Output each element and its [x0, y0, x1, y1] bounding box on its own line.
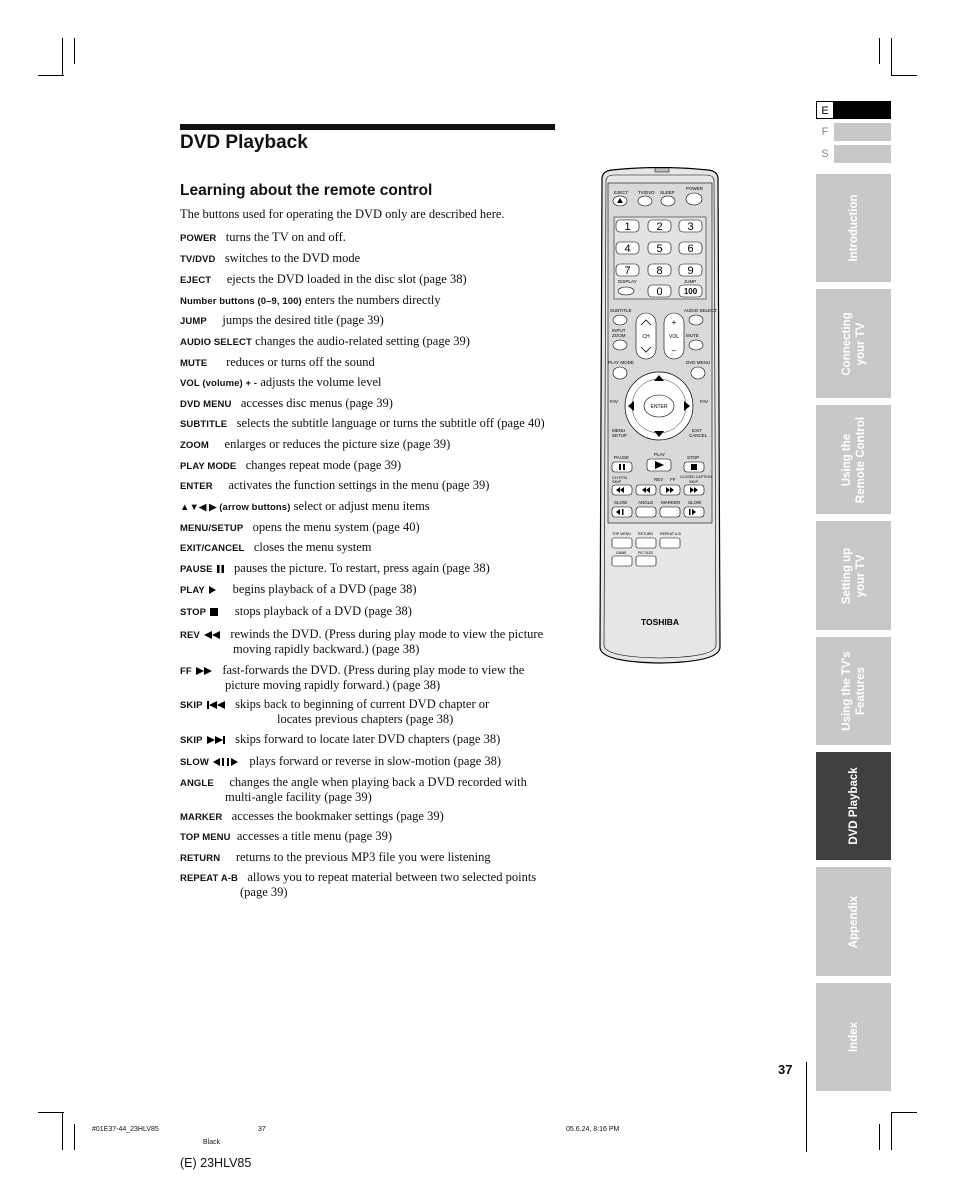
- remote-label: FAV: [610, 399, 619, 404]
- entry-term: VOL (volume) + -: [180, 378, 258, 389]
- digit-label: 0: [656, 286, 663, 298]
- entry-desc: closes the menu system: [253, 540, 372, 554]
- pause-icon: [216, 564, 225, 574]
- remote-label: RETURN: [638, 532, 653, 536]
- entry-ff: [180, 664, 560, 692]
- tab-label: Setting up: [840, 547, 853, 604]
- entry-desc: skips back to beginning of current DVD chapter or: [235, 697, 490, 711]
- entry-term: STOP: [180, 607, 207, 618]
- tab-label: Introduction: [847, 194, 860, 262]
- entry-play: [180, 583, 560, 598]
- fast-forward-icon: [195, 666, 213, 676]
- entry-term: RETURN: [180, 853, 221, 864]
- tab-appendix[interactable]: [816, 867, 891, 976]
- entry-desc: fast-forwards the DVD. (Press during play mode to view the: [222, 663, 525, 677]
- entry-top-menu: [180, 830, 560, 845]
- entry-desc-cont: multi-angle facility (page 39): [225, 789, 372, 804]
- tvdvd-button: [638, 196, 652, 206]
- remote-label: PLAY: [654, 452, 666, 457]
- rewind-icon: [203, 630, 221, 640]
- digit-label: 6: [687, 243, 694, 255]
- digit-label: 2: [656, 221, 663, 233]
- entry-desc: accesses disc menus (page 39): [240, 396, 393, 410]
- crop-mark: [38, 75, 64, 76]
- entry-term: ANGLE: [180, 778, 214, 789]
- entry-desc: selects the subtitle language or turns the subtitle off (page 40): [236, 416, 545, 430]
- entry-term: REPEAT A-B: [180, 873, 238, 884]
- crop-mark: [879, 1124, 880, 1150]
- remote-label: PAUSE: [614, 455, 629, 460]
- language-letter: E: [816, 101, 834, 119]
- entry-term: Number buttons (0–9, 100): [180, 296, 302, 307]
- entry-menu-setup: [180, 521, 560, 536]
- skip-back-icon: [206, 700, 226, 710]
- entry-desc: skips forward to locate later DVD chapters (page 38): [235, 732, 501, 746]
- entry-angle: [180, 776, 560, 804]
- remote-label: FAV: [700, 399, 709, 404]
- slow-icon: [212, 757, 240, 767]
- remote-label: MARKER: [661, 500, 681, 505]
- entry-desc: pauses the picture. To restart, press again (page 38): [234, 561, 490, 575]
- remote-label: +: [671, 318, 677, 327]
- remote-label: STOP: [687, 455, 700, 460]
- tab-setting-up[interactable]: [816, 521, 891, 630]
- remote-label: REV: [654, 477, 664, 482]
- entry-stop: [180, 605, 560, 620]
- entry-play-mode: [180, 459, 560, 474]
- footer-page: 37: [258, 1126, 266, 1133]
- footer-file: #01E37-44_23HLV85: [92, 1126, 159, 1133]
- remote-label: EJECT: [614, 190, 629, 195]
- entry-term: DVD MENU: [180, 399, 232, 410]
- remote-label: SLOW: [688, 500, 702, 505]
- entry-slow: [180, 755, 560, 770]
- entry-eject: [180, 273, 560, 288]
- entry-desc: select or adjust menu items: [293, 499, 430, 513]
- entry-term: SKIP: [180, 735, 203, 746]
- digit-label: 7: [624, 265, 631, 277]
- remote-label: PIC SIZE: [638, 551, 653, 555]
- tab-label: Using the TV's: [840, 651, 853, 731]
- entry-term: AUDIO SELECT: [180, 337, 252, 348]
- entry-zoom: [180, 438, 560, 453]
- tab-label: Connecting: [840, 311, 853, 376]
- entry-term: TV/DVD: [180, 254, 216, 265]
- entry-desc: changes the angle when playing back a DVD recorded with: [229, 775, 527, 789]
- footer-model: (E) 23HLV85: [180, 1156, 252, 1170]
- entry-desc: stops playback of a DVD (page 38): [234, 604, 412, 618]
- entry-term: JUMP: [180, 316, 207, 327]
- intro-text: The buttons used for operating the DVD only are described here.: [180, 207, 505, 221]
- page-title: DVD Playback: [180, 132, 308, 153]
- entry-desc-cont: locates previous chapters (page 38): [277, 711, 454, 726]
- remote-label: CLOSED CAPTION: [680, 475, 712, 479]
- play-icon: [208, 585, 217, 595]
- entry-skip-forward: [180, 733, 560, 748]
- sleep-button: [661, 196, 675, 206]
- entry-enter: [180, 479, 560, 494]
- tab-label: your TV: [854, 554, 867, 597]
- title-rule: [180, 124, 555, 130]
- remote-label: SLEEP: [660, 190, 675, 195]
- section-title: Learning about the remote control: [180, 182, 433, 199]
- remote-label: TV/DVD: [638, 190, 655, 195]
- remote-label: MENU: [612, 428, 626, 433]
- entry-desc: accesses the bookmaker settings (page 39): [231, 809, 444, 823]
- entry-repeat-ab: [180, 871, 560, 899]
- entry-desc: changes repeat mode (page 39): [245, 458, 402, 472]
- digit-label: 4: [624, 243, 631, 255]
- remote-label: AUDIO SELECT: [684, 308, 718, 313]
- entry-skip-back: [180, 698, 560, 726]
- crop-mark: [891, 1112, 892, 1150]
- entry-term: EXIT/CANCEL: [180, 543, 245, 554]
- remote-label: DISPLAY: [618, 279, 637, 284]
- page-number: 37: [778, 1062, 793, 1077]
- digit-label: 100: [683, 287, 698, 296]
- entry-audio-select: [180, 335, 560, 350]
- entry-desc: returns to the previous MP3 file you were listening: [235, 850, 491, 864]
- entry-desc: switches to the DVD mode: [224, 251, 361, 265]
- tab-label: Appendix: [847, 895, 860, 948]
- remote-label: ZOOM: [612, 333, 626, 338]
- entry-desc: ejects the DVD loaded in the disc slot (page 38): [226, 272, 467, 286]
- tab-label: Features: [854, 667, 867, 715]
- remote-brand: TOSHIBA: [640, 617, 680, 627]
- remote-label: MUTE: [686, 333, 699, 338]
- entry-number-buttons: [180, 294, 560, 309]
- entry-marker: [180, 810, 560, 825]
- entry-desc: begins playback of a DVD (page 38): [232, 582, 417, 596]
- entry-exit-cancel: [180, 541, 560, 556]
- entry-desc: turns the TV on and off.: [225, 230, 346, 244]
- entry-term: ENTER: [180, 481, 213, 492]
- crop-mark: [74, 38, 75, 64]
- entry-term: PAUSE: [180, 564, 213, 575]
- entry-rev: [180, 628, 560, 656]
- entry-pause: [180, 562, 560, 577]
- remote-label: VOL: [668, 334, 680, 340]
- language-e: [816, 101, 891, 119]
- entry-desc: reduces or turns off the sound: [226, 355, 375, 369]
- page-number-rule: [806, 1062, 807, 1152]
- remote-label: ENTER: [650, 404, 668, 410]
- crop-mark: [891, 1112, 917, 1113]
- remote-label: FF: [670, 477, 676, 482]
- entry-term: TOP MENU: [180, 832, 231, 843]
- crop-mark: [62, 38, 63, 76]
- tab-connecting[interactable]: [816, 289, 891, 398]
- remote-control-illustration: [598, 167, 722, 665]
- crop-mark: [891, 38, 892, 76]
- digit-label: 8: [656, 265, 663, 277]
- tab-label: DVD Playback: [847, 767, 860, 845]
- entry-term: SUBTITLE: [180, 419, 228, 430]
- tab-label: Remote Control: [854, 416, 867, 503]
- tab-label: your TV: [854, 322, 867, 365]
- tab-features[interactable]: [816, 637, 891, 745]
- entry-desc: accesses a title menu (page 39): [236, 829, 392, 843]
- entry-term: PLAY: [180, 585, 205, 596]
- footer-date: 05.6.24, 8:16 PM: [566, 1126, 620, 1133]
- language-s: [816, 145, 891, 163]
- stop-icon: [209, 607, 219, 617]
- entry-term: SLOW: [180, 757, 209, 768]
- digit-label: 3: [687, 221, 694, 233]
- entry-term: MENU/SETUP: [180, 523, 244, 534]
- remote-label: –: [671, 346, 677, 355]
- digit-label: 1: [624, 221, 631, 233]
- tab-dvd-playback[interactable]: [816, 752, 891, 860]
- digit-label: 9: [687, 265, 694, 277]
- entry-term: MARKER: [180, 812, 223, 823]
- entry-term: ▲▼◀ ▶ (arrow buttons): [180, 502, 291, 513]
- entry-desc: plays forward or reverse in slow-motion (page 38): [249, 754, 502, 768]
- crop-mark: [62, 1112, 63, 1150]
- footer-color: Black: [203, 1139, 221, 1146]
- remote-label: ANGLE: [638, 500, 654, 505]
- entry-desc-cont: moving rapidly backward.) (page 38): [233, 641, 420, 656]
- entry-subtitle: [180, 417, 560, 432]
- entry-desc: adjusts the volume level: [260, 375, 382, 389]
- language-letter: F: [816, 123, 834, 141]
- tab-introduction[interactable]: [816, 174, 891, 282]
- crop-mark: [38, 1112, 64, 1113]
- remote-label: SLOW: [614, 500, 628, 505]
- remote-label: DVD MENU: [686, 360, 711, 365]
- remote-label: CH: [642, 334, 650, 340]
- entry-desc: allows you to repeat material between two selected points: [247, 870, 537, 884]
- entry-dvd-menu: [180, 397, 560, 412]
- entry-term: MUTE: [180, 358, 208, 369]
- remote-label: JUMP: [684, 279, 697, 284]
- tab-using-remote[interactable]: [816, 405, 891, 514]
- remote-label: SKIP: [612, 479, 622, 484]
- entry-vol: [180, 376, 560, 391]
- entry-desc: changes the audio-related setting (page 39): [255, 334, 470, 348]
- crop-mark: [74, 1124, 75, 1150]
- remote-label: EXIT: [692, 428, 703, 433]
- entry-term: ZOOM: [180, 440, 209, 451]
- remote-label: SUBTITLE: [610, 308, 632, 313]
- entry-desc: rewinds the DVD. (Press during play mode to view the picture: [230, 627, 544, 641]
- power-button: [686, 193, 702, 205]
- entry-tvdvd: [180, 252, 560, 267]
- remote-label: INPUT: [612, 328, 626, 333]
- remote-label: SETUP: [612, 433, 628, 438]
- remote-label: CH RTN: [612, 475, 628, 480]
- entry-mute: [180, 356, 560, 371]
- tab-label: Index: [847, 1021, 860, 1053]
- entry-desc: enlarges or reduces the picture size (page 39): [224, 437, 451, 451]
- entry-term: SKIP: [180, 700, 203, 711]
- digit-label: 5: [656, 243, 663, 255]
- entry-return: [180, 851, 560, 866]
- crop-mark: [891, 75, 917, 76]
- remote-label: PLAY MODE: [608, 360, 634, 365]
- entry-term: EJECT: [180, 275, 212, 286]
- remote-label: REPEAT A-B: [660, 532, 681, 536]
- remote-label: POWER: [686, 186, 704, 191]
- entry-desc-cont: picture moving rapidly forward.) (page 38): [225, 677, 441, 692]
- entry-arrow-buttons: [180, 500, 560, 515]
- entry-term: PLAY MODE: [180, 461, 237, 472]
- remote-label: TOP MENU: [612, 532, 631, 536]
- language-f: [816, 123, 891, 141]
- entry-desc: jumps the desired title (page 39): [222, 313, 384, 327]
- entry-term: FF: [180, 666, 192, 677]
- entry-power: [180, 231, 560, 246]
- entry-term: POWER: [180, 233, 217, 244]
- entry-desc: enters the numbers directly: [304, 293, 441, 307]
- entry-term: REV: [180, 630, 200, 641]
- tab-label: Using the: [840, 433, 853, 486]
- entry-desc-cont: (page 39): [240, 884, 288, 899]
- entry-jump: [180, 314, 560, 329]
- language-letter: S: [816, 145, 834, 163]
- remote-label: GAME: [616, 551, 627, 555]
- crop-mark: [879, 38, 880, 64]
- entry-desc: activates the function settings in the menu (page 39): [228, 478, 490, 492]
- remote-label: CANCEL: [689, 433, 708, 438]
- entry-desc: opens the menu system (page 40): [252, 520, 420, 534]
- tab-index[interactable]: [816, 983, 891, 1091]
- remote-label: SKIP: [689, 479, 699, 484]
- skip-forward-icon: [206, 735, 226, 745]
